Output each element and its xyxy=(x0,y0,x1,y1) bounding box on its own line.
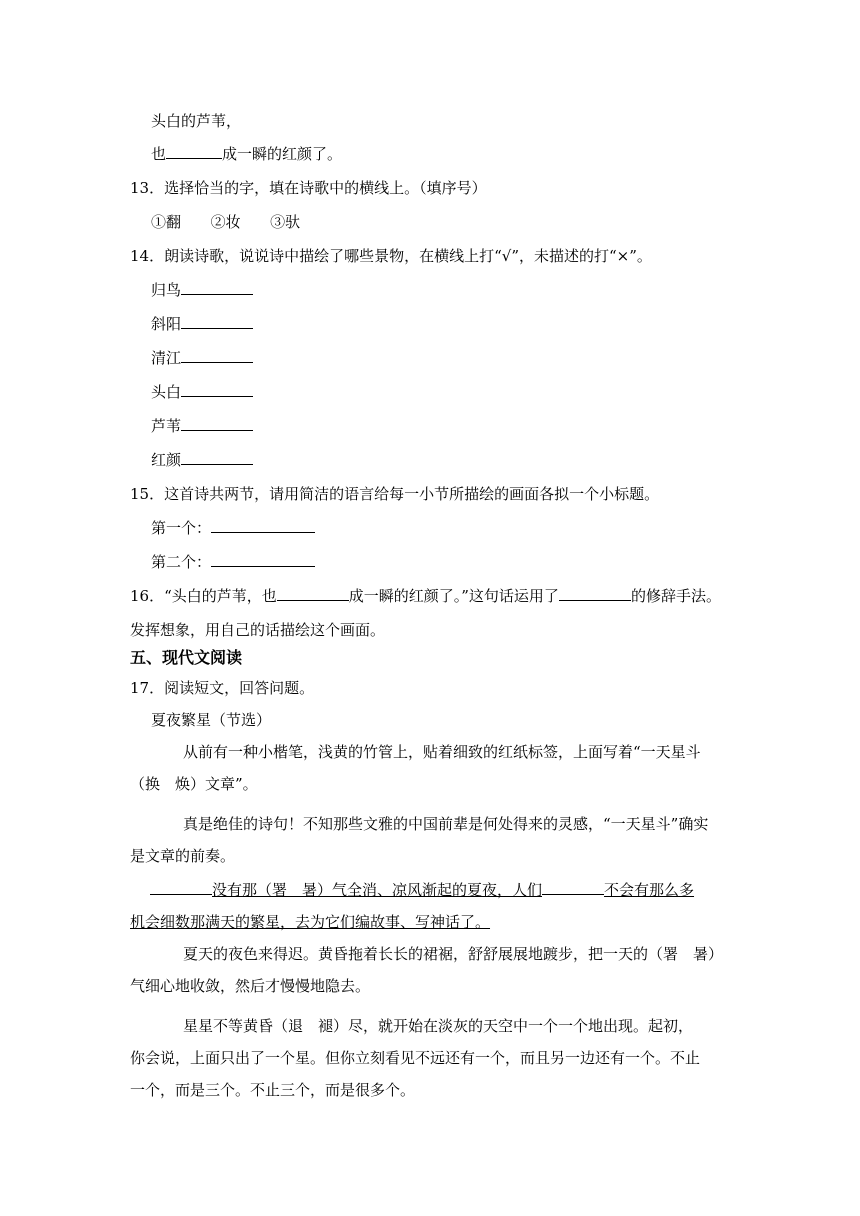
p3-blank-2[interactable] xyxy=(542,880,604,895)
q16-blank-2[interactable] xyxy=(559,586,631,601)
p3-line-2: 机会细数那满天的繁星，去为它们编故事、写神话了。 xyxy=(130,913,491,931)
q16-part-2: 成一瞬的红颜了。”这句话运用了 xyxy=(348,587,559,605)
section-title: 五、现代文阅读 xyxy=(130,648,243,667)
q14-blank[interactable] xyxy=(181,314,253,329)
q14-item xyxy=(151,382,253,402)
poem-line-2 xyxy=(151,144,342,164)
q14-blank[interactable] xyxy=(181,280,253,295)
p3-blank-1[interactable] xyxy=(150,880,212,895)
p1-line-1: 从前有一种小楷笔，浅黄的竹管上，贴着细致的红纸标签，上面写着“一天星斗 xyxy=(183,743,701,761)
q14-item-label: 斜阳 xyxy=(151,315,182,333)
p1-line-2: （换 焕）文章”。 xyxy=(130,775,258,793)
q14-item xyxy=(151,314,253,334)
q14-blank[interactable] xyxy=(181,450,253,465)
q16-blank-1[interactable] xyxy=(277,586,349,601)
q13-option-3: ③驮 xyxy=(270,213,301,231)
question-13: 13．选择恰当的字，填在诗歌中的横线上。（填序号） xyxy=(130,179,487,197)
passage-title: 夏夜繁星（节选） xyxy=(151,711,272,729)
question-15: 15．这首诗共两节，请用简洁的语言给每一小节所描绘的画面各拟一个小标题。 xyxy=(130,485,660,503)
p2-line-2: 是文章的前奏。 xyxy=(130,847,236,865)
poem-line-2-post: 成一瞬的红颜了。 xyxy=(222,145,343,163)
p3-text-b: 不会有那么多 xyxy=(604,881,695,899)
q14-item xyxy=(151,348,253,368)
q14-item-label: 头白 xyxy=(151,383,182,401)
q13-option-2: ②妆 xyxy=(210,213,241,231)
poem-blank[interactable] xyxy=(166,144,222,159)
q14-item xyxy=(151,280,253,300)
q16-part-1: 16．“头白的芦苇，也 xyxy=(130,587,277,605)
q14-item-label: 芦苇 xyxy=(151,417,182,435)
q13-option-1: ①翻 xyxy=(151,213,182,231)
q14-blank[interactable] xyxy=(181,382,253,397)
p2-line-1: 真是绝佳的诗句！不知那些文雅的中国前辈是何处得来的灵感，“一天星斗”确实 xyxy=(183,815,709,833)
p5-line-1: 星星不等黄昏（退 褪）尽，就开始在淡灰的天空中一个一个地出现。起初， xyxy=(183,1017,694,1035)
q16-part-3: 的修辞手法。 xyxy=(630,587,721,605)
q14-item-label: 归鸟 xyxy=(151,281,182,299)
q15-first-label: 第一个： xyxy=(151,519,212,537)
q14-item xyxy=(151,450,253,470)
q15-first-blank[interactable] xyxy=(211,518,315,533)
q14-item-label: 清江 xyxy=(151,349,182,367)
poem-line-1: 头白的芦苇， xyxy=(151,112,242,130)
q16-line-2: 发挥想象，用自己的话描绘这个画面。 xyxy=(130,621,386,639)
p3-text-a: 没有那（署 暑）气全消、凉风渐起的夏夜，人们 xyxy=(212,881,543,899)
p5-line-3: 一个，而是三个。不止三个，而是很多个。 xyxy=(130,1081,416,1099)
question-14: 14．朗读诗歌，说说诗中描绘了哪些景物，在横线上打“√”，未描述的打“×”。 xyxy=(130,247,652,265)
question-16 xyxy=(130,586,721,606)
q15-second-label: 第二个： xyxy=(151,553,212,571)
p4-line-1: 夏天的夜色来得迟。黄昏拖着长长的裙裾，舒舒展展地踱步，把一天的（署 暑） xyxy=(183,945,724,963)
q15-second xyxy=(151,552,315,572)
q13-options xyxy=(151,212,300,232)
q14-blank[interactable] xyxy=(181,416,253,431)
q14-item xyxy=(151,416,253,436)
poem-line-2-pre: 也 xyxy=(151,145,167,163)
q15-second-blank[interactable] xyxy=(211,552,315,567)
question-17: 17．阅读短文，回答问题。 xyxy=(130,679,315,697)
q14-item-label: 红颜 xyxy=(151,451,182,469)
p5-line-2: 你会说，上面只出了一个星。但你立刻看见不远还有一个，而且另一边还有一个。不止 xyxy=(130,1049,701,1067)
q14-blank[interactable] xyxy=(181,348,253,363)
q15-first xyxy=(151,518,315,538)
p4-line-2: 气细心地收敛，然后才慢慢地隐去。 xyxy=(130,977,371,995)
p3-line-1 xyxy=(150,880,694,900)
